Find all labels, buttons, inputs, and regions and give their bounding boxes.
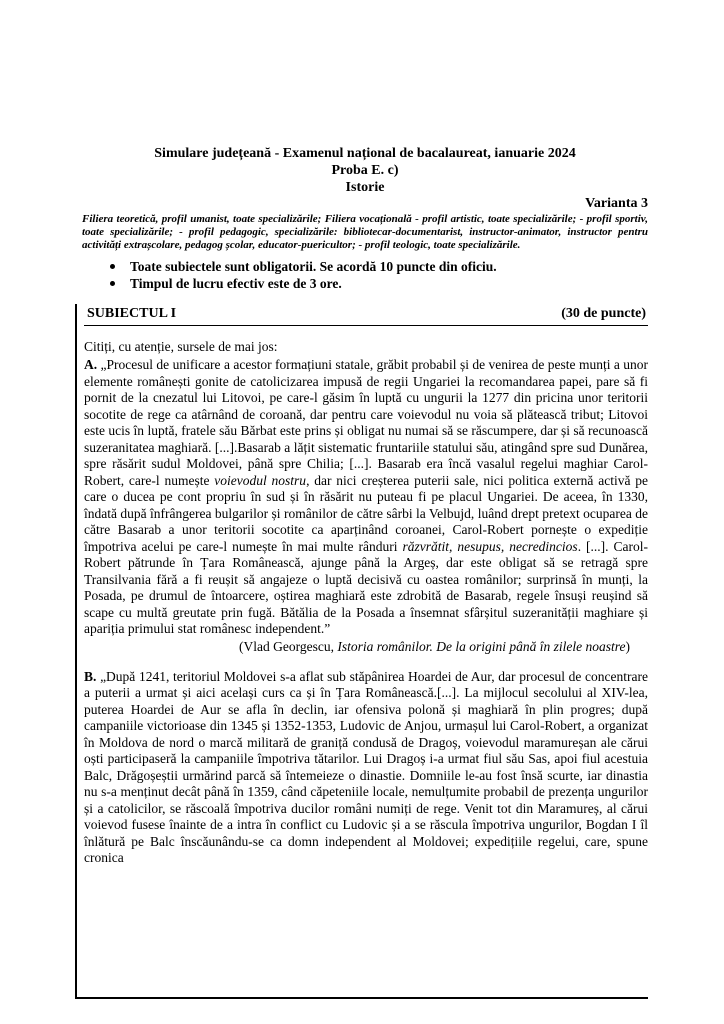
subject-points: (30 de puncte) [561, 306, 646, 321]
exam-proba: Proba E. c) [331, 163, 399, 178]
citation-close: ) [625, 638, 630, 654]
exam-discipline: Istorie [345, 180, 385, 195]
source-a-citation [84, 638, 648, 655]
citation-author: (Vlad Georgescu, [239, 638, 338, 654]
source-a-text-3: . [...]. Carol-Robert pătrunde în Țara Românească, ajunge până la Argeș, dar este obligat să se retragă spre Transilvania fără a fi reușit să angajeze o luptă decisivă cu oastea românilor; surprinsă în munți, la Posada, pe drumul de întoarcere, oștirea maghiară este zdrobită de Basarab, regele însuși reușind să scape cu multă greutate prin fugă. Bătălia de la Posada a însemnat sfârșitul suzeranității maghiare și apariția primului stat românesc independent.” [84, 538, 649, 636]
exam-header [82, 145, 648, 292]
exam-title: Simulare județeană - Examenul național de bacalaureat, ianuarie 2024 [154, 146, 576, 161]
subject-heading: SUBIECTUL I [87, 306, 177, 321]
source-a-paragraph [84, 357, 648, 638]
bullet-icon [110, 281, 115, 286]
instruction-item [82, 275, 648, 292]
instructions-list [82, 258, 648, 292]
source-a-term-1: voievodul nostru [214, 472, 307, 488]
source-a-text-2: , dar nici creșterea puterii sale, nici politica externă activă pe care o ducea pe cont propriu în sud și în răsărit nu puteau fi pe placul Ungariei. De aceea, în 1330, îndată după înfrângerea bulgarilor și românilor de către sârbi la Velbujd, luând drept pretext ocuparea de către Basarab a unor teritorii socotite ca aparținând coroanei, Carol-Robert pornește o expediție împotriva acelui pe care-l numește în mai multe rânduri [84, 472, 648, 554]
source-b-text: „După 1241, teritoriul Moldovei s-a aflat sub stăpânirea Hoardei de Aur, dar procesul de concentrare a puterii a urmat și aici același curs ca și în Țara Românească.[...]. La mijlocul secolului al XIV-lea, puterea Hoardei de Aur se afla în declin, iar ofensiva polonă și maghiară în plin progres; după campaniile victorioase din 1345 și 1352-1353, Ludovic de Anjou, urmașul lui Carol-Robert, a organizat în Moldova de nord o marcă militară de graniță condusă de Dragoș, voievodul maramureșan ale cărui oști participaseră la campaniile împotriva tătarilor. Lui Dragoș i-a urmat fiul său Sas, apoi fiul acestuia Balc, Drăgoșeștii urmărind parcă să întemeieze o dinastie. Domniile le-au fost însă scurte, iar dinastia nu s-a menținut decât până în 1359, când căpeteniile locale, nemulțumite probabil de prezența ungurilor și a catolicilor, se răscoală împotriva ducilor români numiți de rege. Venit tot din Maramureș, al cărui voievod fusese înainte de a intra în conflict cu Ludovic și a se răscula împotriva ungurilor, Bogdan I îl înlătură pe Balc înscăunându-se ca domn independent al Moldovei; expedițiile regelui, care, spune cronica [84, 668, 648, 865]
bullet-icon [110, 264, 115, 269]
section-subject-1 [75, 304, 648, 999]
source-b-paragraph [84, 669, 648, 867]
intro-text: Citiți, cu atenție, sursele de mai jos: [84, 339, 278, 354]
instruction-item [82, 258, 648, 275]
instruction-text: Toate subiectele sunt obligatorii. Se acordă 10 puncte din oficiu. [130, 259, 497, 274]
variant-label: Varianta 3 [585, 196, 648, 211]
filiera-note: Filiera teoretică, profil umanist, toate specializările; Filiera vocațională - profil artistic, toate specializările; - profil sportiv, toate specializările; - profil pedagogic, specializările: bibliotecar-documentarist, instructor-animator, instructor pentru activități extrașcolare, pedagog școlar, educator-puericultor; - profil teologic, toate specializările. [82, 213, 648, 251]
source-a-label: A. [84, 357, 98, 372]
instruction-text: Timpul de lucru efectiv este de 3 ore. [130, 276, 342, 291]
source-a-text-1: „Procesul de unificare a acestor formațiuni statale, grăbit probabil și de venirea de peste munți a unor elemente românești gonite de catolicizarea impusă de regii Ungariei la recomandarea papei, pare să fi pornit de la cnezatul lui Litovoi, pe care-l găsim în luptă cu ungurii la 1277 din pricina unor teritorii socotite de rege ca atârnând de coroană, dar pentru care voievodul nu voia să plătească tribut; Litovoi este ucis în luptă, fratele său Bărbat este prins și obligat nu numai să se răscumpere, dar și să recunoască suzeranitatea maghiară. [...].Basarab a lățit sistematic fruntariile statului său, atingând spre sud Dunărea, spre răsărit sudul Moldovei, până spre Chilia; [...]. Basarab era încă vasalul regelui maghiar Carol-Robert, care-l numește [84, 357, 648, 488]
citation-work-title: Istoria românilor. De la origini până în zilele noastre [337, 638, 626, 654]
source-b-label: B. [84, 668, 97, 684]
source-a-term-2: răzvrătit, nesupus, necredincios [402, 538, 578, 554]
subject-heading-row [84, 304, 648, 326]
